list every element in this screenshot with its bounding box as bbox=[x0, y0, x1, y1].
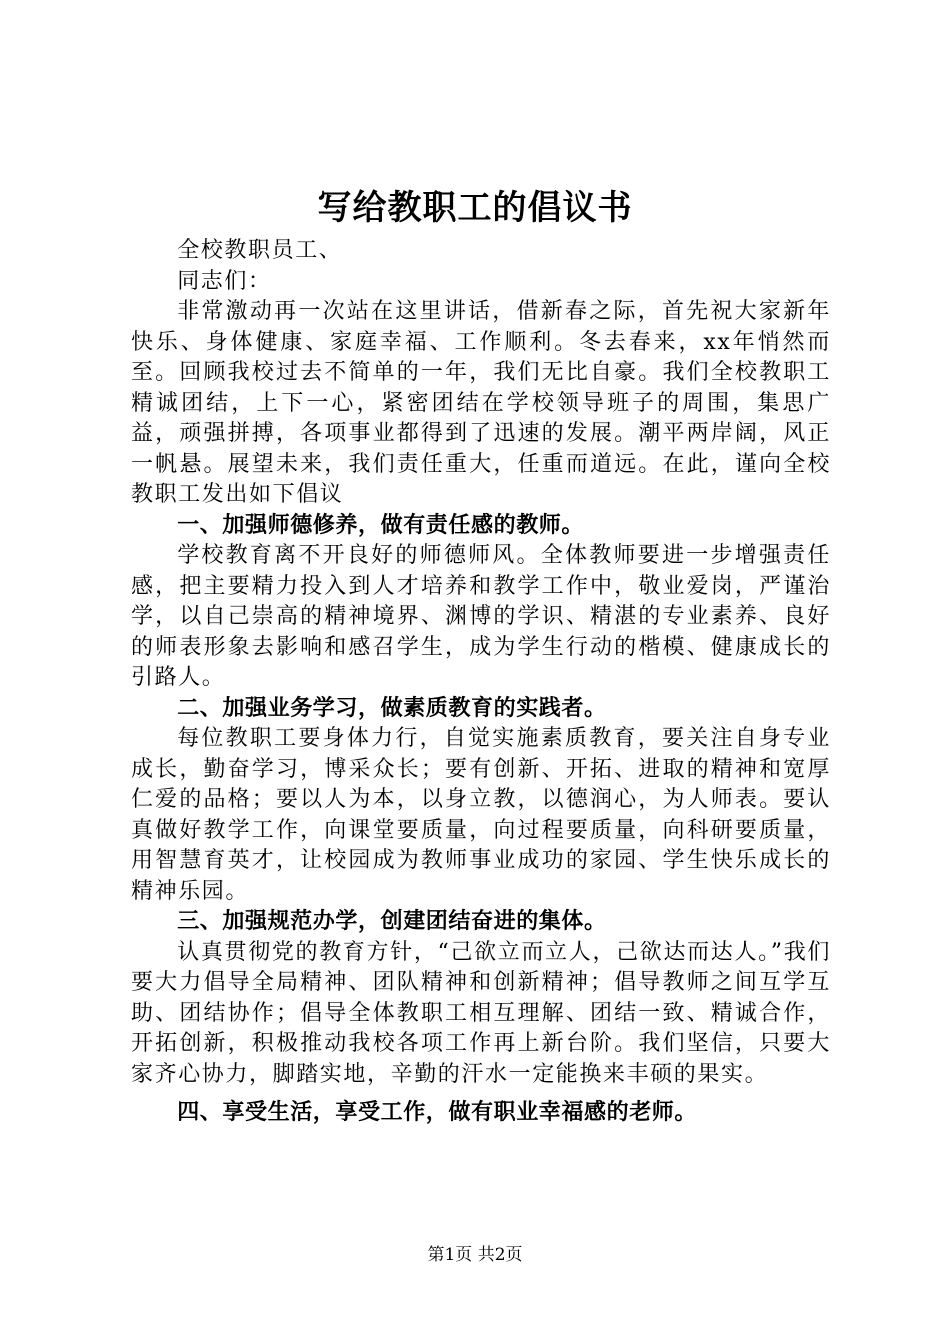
salutation-line-2: 同志们： bbox=[177, 268, 272, 294]
section-4-heading: 四、享受生活，享受工作，做有职业幸福感的老师。 bbox=[177, 1100, 697, 1125]
section-2-heading: 二、加强业务学习，做素质教育的实践者。 bbox=[177, 695, 607, 721]
section-1-body: 学校教育离不开良好的师德师风。全体教师要进一步增强责任感，把主要精力投入到人才培养和教学工作中，敬业爱岗，严谨治学，以自己崇高的精神境界、渊博的学识、精湛的专业素养、良好的师表形象去影响和感召学生，成为学生行动的楷模、健康成长的引路人。 bbox=[131, 543, 831, 690]
section-3-body: 认真贯彻党的教育方针，“己欲立而立人，己欲达而达人。”我们要大力倡导全局精神、团队精神和创新精神；倡导教师之间互学互助、团结协作；倡导全体教职工相互理解、团结一致、精诚合作，开拓创新，积极推动我校各项工作再上新台阶。我们坚信，只要大家齐心协力，脚踏实地，辛勤的汗水一定能换来丰硕的果实。 bbox=[131, 939, 831, 1087]
section-3-heading: 三、加强规范办学，创建团结奋进的集体。 bbox=[177, 909, 607, 934]
section-1-heading: 一、加强师德修养，做有责任感的教师。 bbox=[177, 512, 584, 538]
salutation-line-1: 全校教职员工、 bbox=[177, 238, 343, 263]
document-body bbox=[131, 236, 831, 1129]
document-title: 写给教职工的倡议书 bbox=[317, 188, 633, 228]
intro-paragraph: 非常激动再一次站在这里讲话，借新春之际，首先祝大家新年快乐、身体健康、家庭幸福、工作顺利。冬去春来，xx年悄然而至。回顾我校过去不简单的一年，我们无比自豪。我们全校教职工精诚团结，上下一心，紧密团结在学校领导班子的周围，集思广益，顽强拼搏，各项事业都得到了迅速的发展。潮平两岸阔，风正一帆悬。展望未来，我们责任重大，任重而道远。在此，谨向全校教职工发出如下倡议 bbox=[131, 299, 831, 507]
section-2-body: 每位教职工要身体力行，自觉实施素质教育，要关注自身专业成长，勤奋学习，博采众长；要有创新、开拓、进取的精神和宽厚仁爱的品格；要以人为本，以身立教，以德润心，为人师表。要认真做好教学工作，向课堂要质量，向过程要质量，向科研要质量，用智慧育英才，让校园成为教师事业成功的家园、学生快乐成长的精神乐园。 bbox=[131, 726, 831, 904]
page-footer: 第1页 共2页 bbox=[427, 1245, 523, 1265]
